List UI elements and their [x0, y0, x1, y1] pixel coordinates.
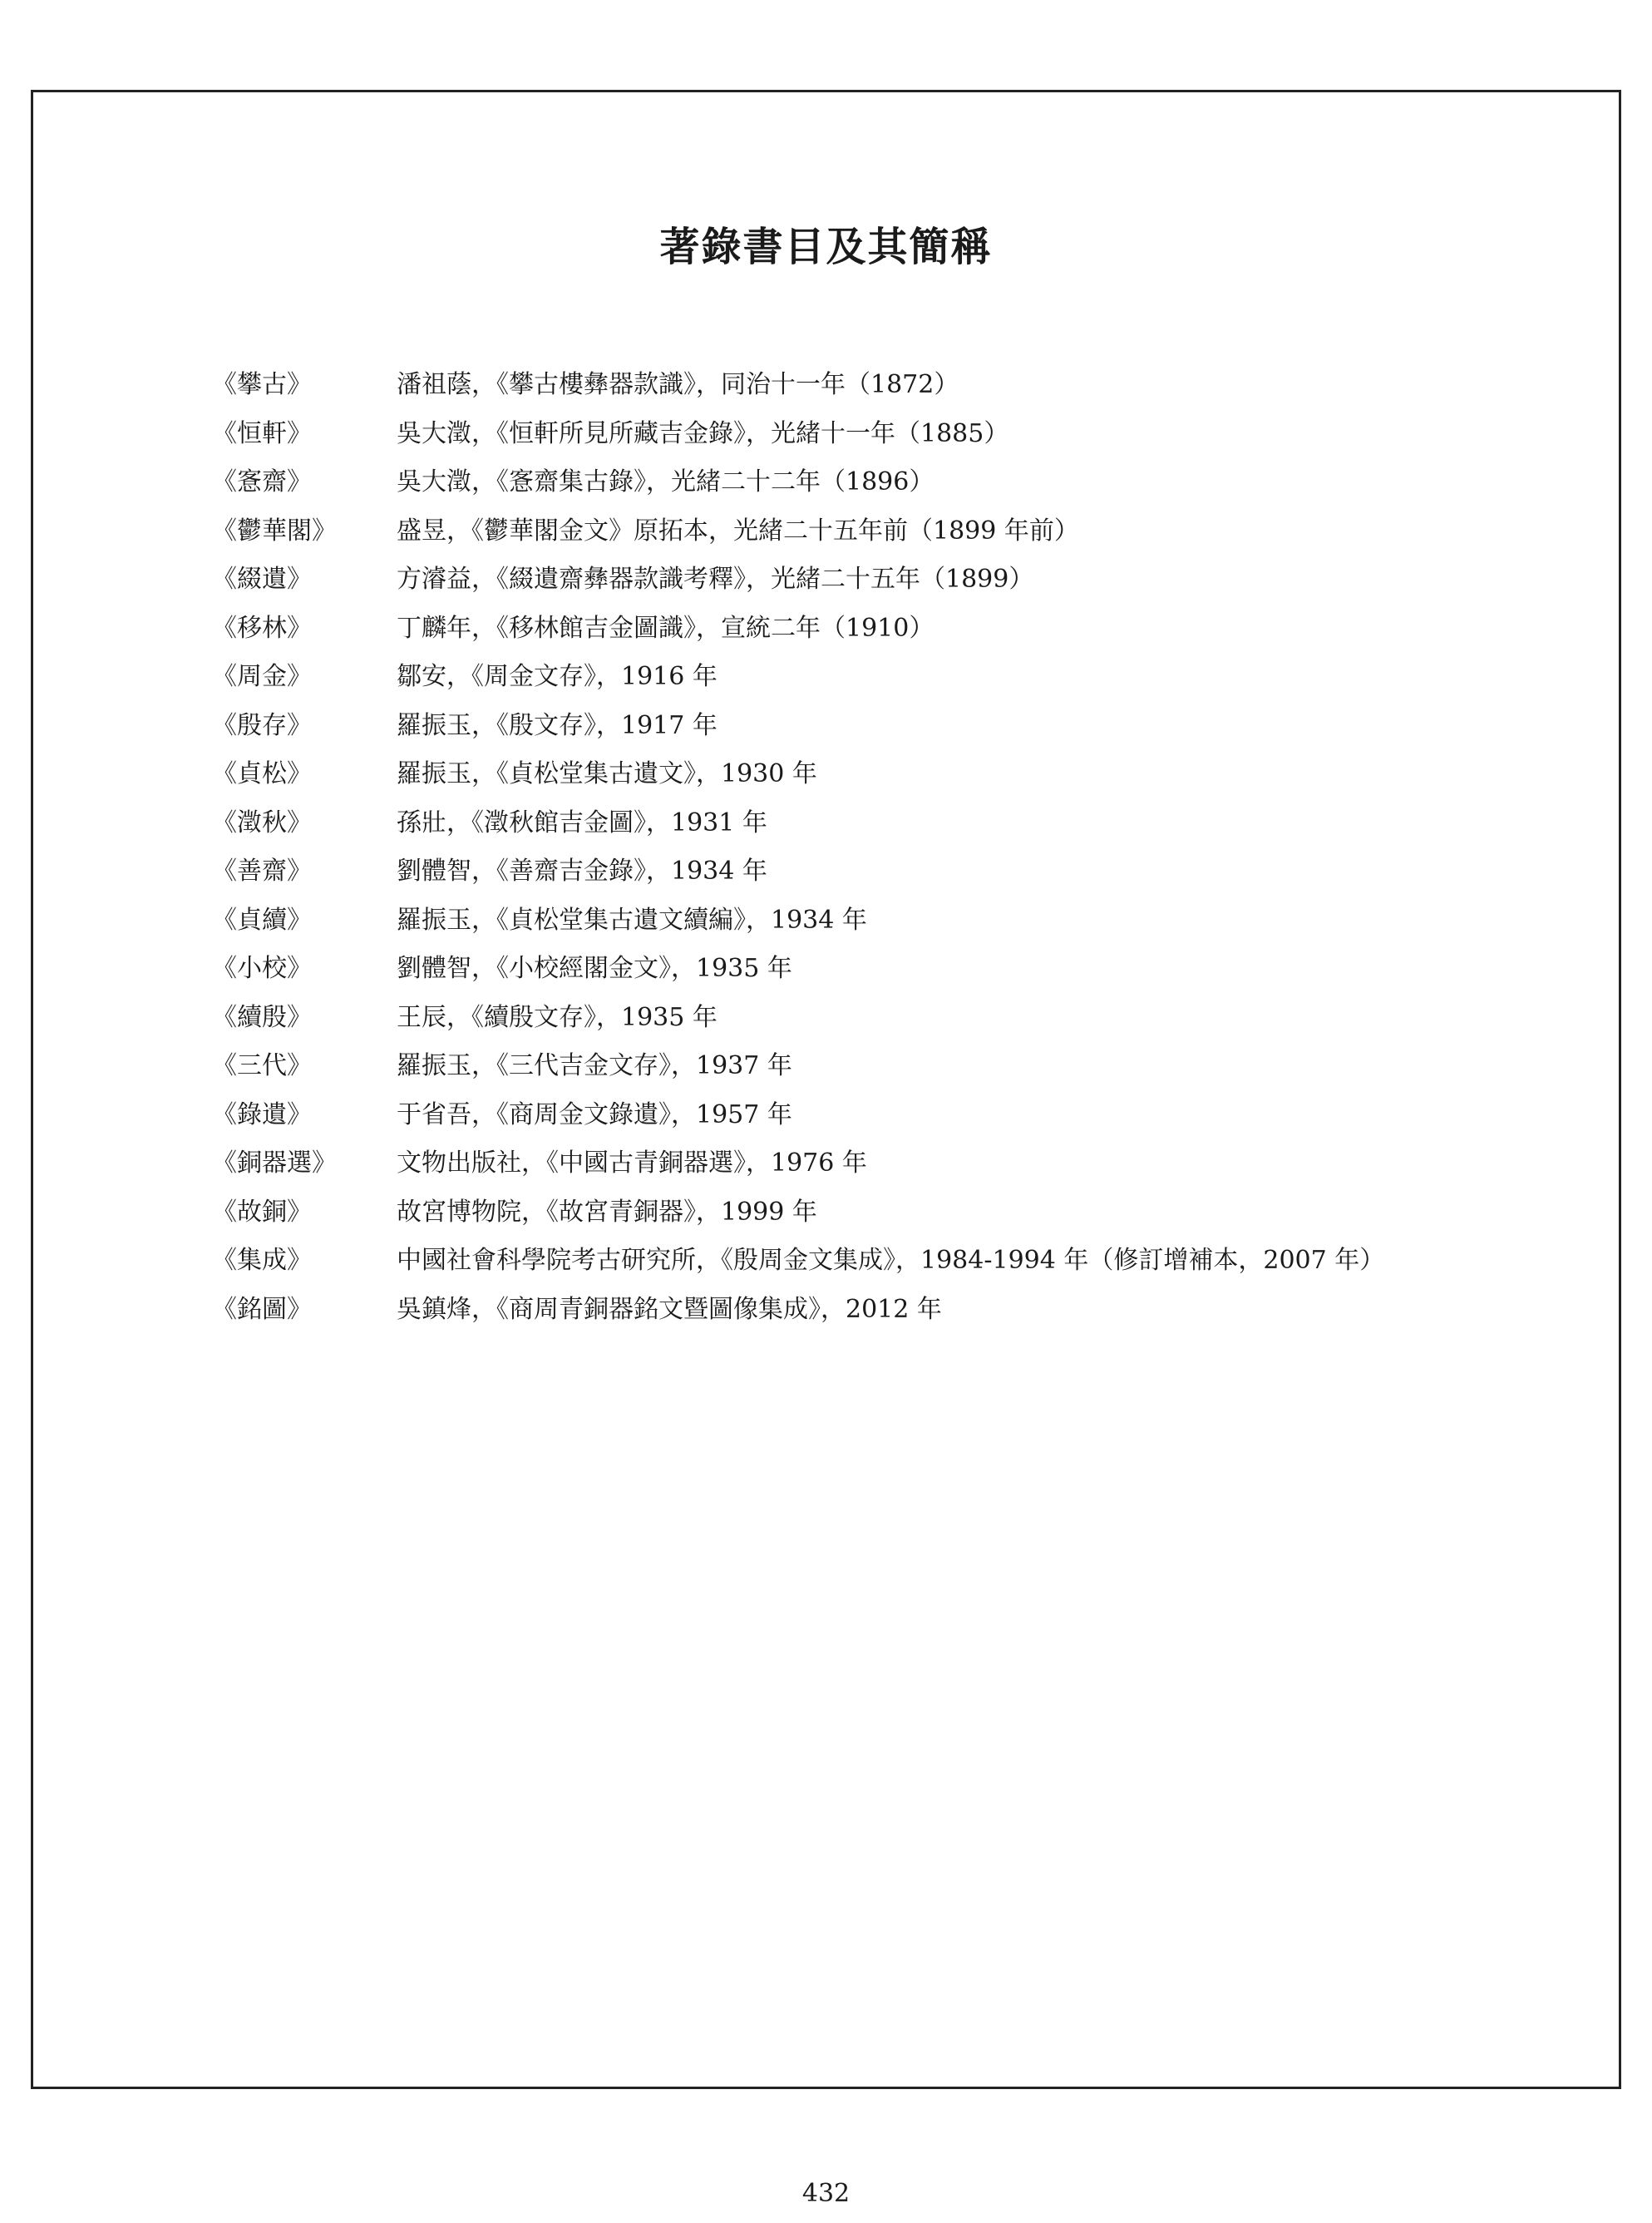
entry-abbreviation: 《小校》	[212, 954, 312, 983]
bibliography-entry	[212, 1237, 1576, 1286]
bibliography-entry	[212, 897, 1576, 946]
entry-abbreviation: 《三代》	[212, 1051, 312, 1080]
entry-abbreviation: 《攀古》	[212, 370, 312, 399]
bibliography-entry	[212, 361, 1576, 410]
entry-abbreviation: 《故銅》	[212, 1197, 312, 1227]
entry-description: 劉體智，《小校經閣金文》，1935 年	[397, 954, 792, 983]
entry-description: 羅振玉，《殷文存》，1917 年	[397, 710, 718, 740]
entry-abbreviation: 《愙齋》	[212, 467, 312, 496]
bibliography-entry	[212, 605, 1576, 654]
entry-description: 羅振玉，《三代吉金文存》，1937 年	[397, 1051, 792, 1080]
bibliography-entry	[212, 1042, 1576, 1091]
entry-abbreviation: 《澂秋》	[212, 808, 312, 837]
bibliography-entry	[212, 750, 1576, 799]
bibliography-entry	[212, 945, 1576, 994]
bibliography-list	[212, 361, 1576, 1334]
entry-description: 羅振玉，《貞松堂集古遺文續編》，1934 年	[397, 905, 867, 935]
entry-description: 孫壯，《澂秋館吉金圖》，1931 年	[397, 808, 767, 837]
bibliography-entry	[212, 653, 1576, 702]
entry-abbreviation: 《善齋》	[212, 857, 312, 886]
entry-abbreviation: 《周金》	[212, 662, 312, 691]
page-title: 著錄書目及其簡稱	[659, 224, 993, 270]
entry-abbreviation: 《鬱華閣》	[212, 516, 337, 546]
entry-description: 劉體智，《善齋吉金錄》，1934 年	[397, 857, 767, 886]
entry-description: 方濬益，《綴遺齋彝器款識考釋》，光緒二十五年（1899）	[397, 565, 1034, 594]
entry-abbreviation: 《銅器選》	[212, 1149, 337, 1178]
bibliography-entry	[212, 1091, 1576, 1140]
bibliography-entry	[212, 799, 1576, 848]
page-number: 432	[801, 2179, 851, 2208]
entry-description: 丁麟年，《移林館吉金圖識》，宣統二年（1910）	[397, 613, 934, 643]
bibliography-entry	[212, 994, 1576, 1043]
entry-description: 王辰，《續殷文存》，1935 年	[397, 1002, 718, 1032]
entry-abbreviation: 《綴遺》	[212, 565, 312, 594]
bibliography-entry	[212, 1286, 1576, 1335]
entry-abbreviation: 《恒軒》	[212, 418, 312, 448]
entry-abbreviation: 《移林》	[212, 613, 312, 643]
bibliography-entry	[212, 556, 1576, 605]
bibliography-entry	[212, 1188, 1576, 1237]
entry-description: 潘祖蔭，《攀古樓彝器款識》，同治十一年（1872）	[397, 370, 959, 399]
entry-abbreviation: 《續殷》	[212, 1002, 312, 1032]
entry-description: 吳大澂，《愙齋集古錄》，光緒二十二年（1896）	[397, 467, 934, 496]
entry-description: 故宮博物院，《故宮青銅器》，1999 年	[397, 1197, 817, 1227]
bibliography-entry	[212, 410, 1576, 459]
entry-abbreviation: 《錄遺》	[212, 1099, 312, 1129]
entry-abbreviation: 《貞續》	[212, 905, 312, 935]
entry-description: 羅振玉，《貞松堂集古遺文》，1930 年	[397, 759, 817, 788]
entry-description: 吳鎮烽，《商周青銅器銘文暨圖像集成》，2012 年	[397, 1294, 942, 1324]
entry-abbreviation: 《貞松》	[212, 759, 312, 788]
bibliography-entry	[212, 1139, 1576, 1188]
entry-description: 于省吾，《商周金文錄遺》，1957 年	[397, 1099, 792, 1129]
entry-description: 盛昱，《鬱華閣金文》原拓本，光緒二十五年前（1899 年前）	[397, 516, 1079, 546]
entry-description: 中國社會科學院考古研究所，《殷周金文集成》，1984-1994 年（修訂增補本，2007 年）	[397, 1246, 1385, 1275]
entry-description: 吳大澂，《恒軒所見所藏吉金錄》，光緒十一年（1885）	[397, 418, 1009, 448]
bibliography-entry	[212, 702, 1576, 751]
bibliography-entry	[212, 847, 1576, 897]
entry-abbreviation: 《集成》	[212, 1246, 312, 1275]
entry-description: 文物出版社，《中國古青銅器選》，1976 年	[397, 1149, 867, 1178]
entry-abbreviation: 《銘圖》	[212, 1294, 312, 1324]
bibliography-entry	[212, 458, 1576, 507]
entry-description: 鄒安，《周金文存》，1916 年	[397, 662, 718, 691]
entry-abbreviation: 《殷存》	[212, 710, 312, 740]
bibliography-entry	[212, 507, 1576, 556]
